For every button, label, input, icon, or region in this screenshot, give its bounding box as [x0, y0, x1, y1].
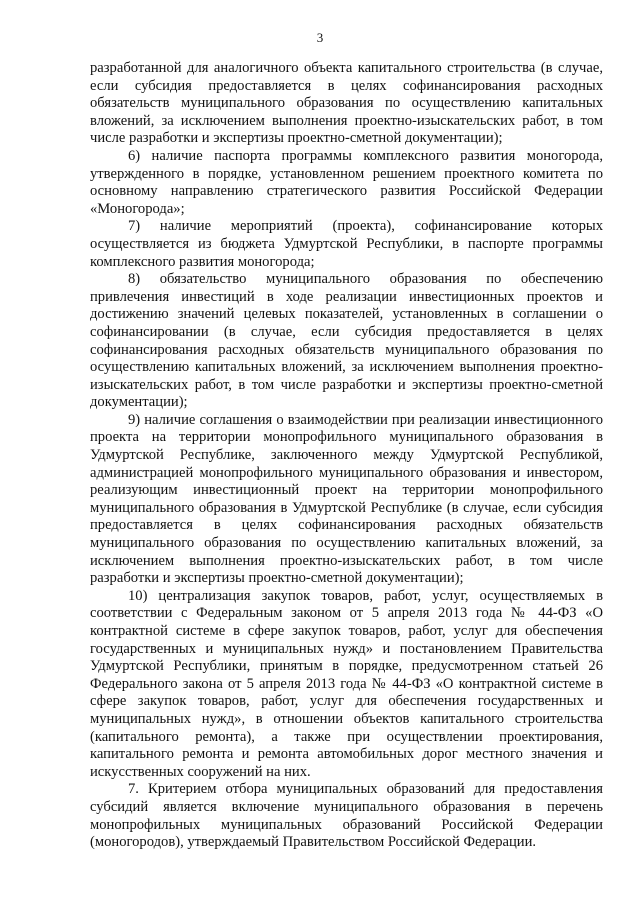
- paragraph-item-6: 6) наличие паспорта программы комплексного развития моногорода, утвержденного в порядке, установленном решением проектного комитета по основному направлению стратегического развития Российской Федерации «Моногорода»;: [90, 147, 603, 217]
- paragraph-item-8: 8) обязательство муниципального образования по обеспечению привлечения инвестиций в ходе реализации инвестиционных проектов и достижению значений целевых показателей, установленных в соглашении о софинансировании (в случае, если субсидия предоставляется в целях софинансирования расходных обязательств муниципального образования по осуществлению капитальных вложений, за исключением выполнения проектно-изыскательских работ, в том числе разработки и экспертизы проектно-сметной документации);: [90, 271, 603, 411]
- paragraph-section-7: 7. Критерием отбора муниципальных образований для предоставления субсидий является включение муниципального образования в перечень монопрофильных муниципальных образований Российской Федерации (моногородов), утверждаемый Правительством Российской Федерации.: [90, 781, 603, 851]
- paragraph-continuation: разработанной для аналогичного объекта капитального строительства (в случае, если субсидия предоставляется в целях софинансирования расходных обязательств муниципального образования по осуществлению капитальных вложений, за исключением выполнения проектно-изыскательских работ, в том числе разработки и экспертизы проектно-сметной документации);: [90, 60, 603, 147]
- document-body: [90, 60, 603, 852]
- page-number: 3: [316, 30, 324, 45]
- paragraph-item-7: 7) наличие мероприятий (проекта), софинансирование которых осуществляется из бюджета Удмуртской Республики, в паспорте программы комплексного развития моногорода;: [90, 218, 603, 270]
- paragraph-item-10: 10) централизация закупок товаров, работ, услуг, осуществляемых в соответствии с Федеральным законом от 5 апреля 2013 года № 44-ФЗ «О контрактной системе в сфере закупок товаров, работ, услуг для обеспечения государственных и муниципальных нужд» и постановлением Правительства Удмуртской Республики, принятым в порядке, предусмотренном статьей 26 Федерального закона от 5 апреля 2013 года № 44-ФЗ «О контрактной системе в сфере закупок товаров, работ, услуг для обеспечения государственных и муниципальных нужд», в отношении объектов капитального строительства (капитального ремонта), а также при осуществлении проектирования, капитального ремонта и ремонта автомобильных дорог местного значения и искусственных сооружений на них.: [90, 587, 603, 780]
- paragraph-item-9: 9) наличие соглашения о взаимодействии при реализации инвестиционного проекта на территории монопрофильного муниципального образования в Удмуртской Республике, заключенного между Удмуртской Республикой, администрацией монопрофильного муниципального образования и инвестором, реализующим инвестиционный проект на территории монопрофильного муниципального образования в Удмуртской Республике (в случае, если субсидия предоставляется в целях софинансирования расходных обязательств муниципального образования по осуществлению капитальных вложений, за исключением выполнения проектно-изыскательских работ, в том числе разработки и экспертизы проектно-сметной документации);: [90, 411, 603, 587]
